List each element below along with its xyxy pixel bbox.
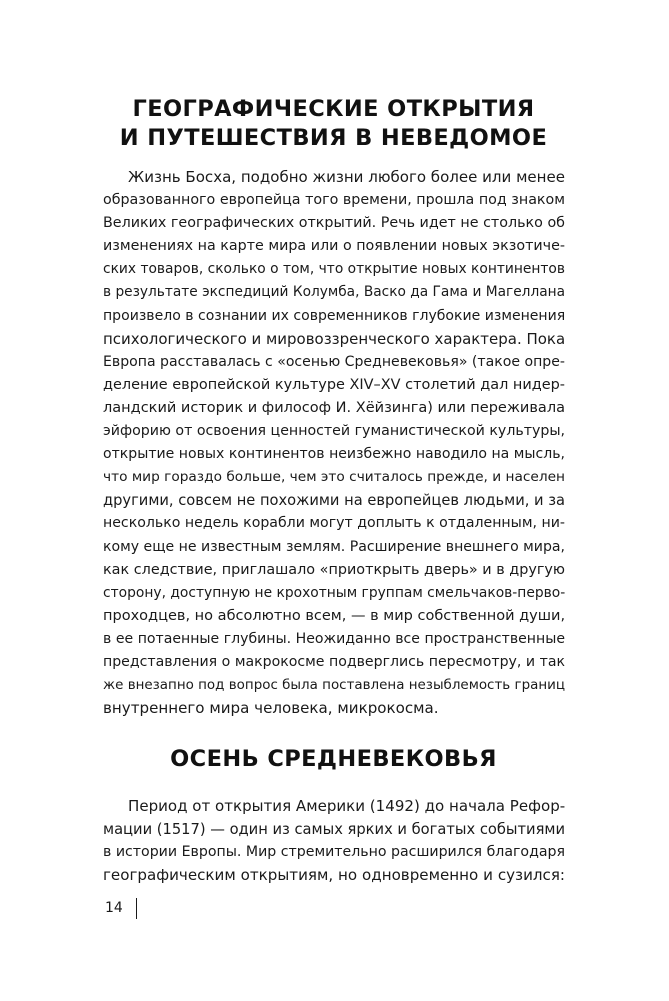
heading-line: ГЕОГРАФИЧЕСКИЕ ОТКРЫТИЯ	[132, 96, 535, 122]
text-line: в ее потаенные глубины. Неожиданно все пространственные	[103, 630, 565, 647]
section-heading-geographical-discoveries	[100, 95, 567, 153]
text-line: внутреннего мира человека, микрокосма.	[103, 699, 439, 718]
text-line: же внезапно под вопрос была поставлена незыблемость границ	[103, 678, 565, 694]
text-line: Период от открытия Америки (1492) до начала Рефор-	[128, 797, 566, 815]
text-line: психологического и мировоззренческого характера. Пока	[103, 329, 566, 348]
text-line: Европа расставалась с «осенью Средневековья» (такое опре-	[103, 353, 565, 370]
page-number: 14	[103, 898, 137, 919]
text-line: проходцев, но абсолютно всем, — в мир собственной души,	[103, 607, 566, 624]
text-line: несколько недель корабли могут доплыть к отдаленным, ни-	[103, 515, 565, 532]
paragraph-america-reformation	[103, 795, 565, 887]
text-line: открытие новых континентов неизбежно наводило на мысль,	[103, 446, 565, 463]
text-line: ских товаров, сколько о том, что открытие новых континентов	[103, 261, 565, 278]
text-line: как следствие, приглашало «приоткрыть дверь» и в другую	[103, 561, 565, 578]
heading-line: ОСЕНЬ СРЕДНЕВЕКОВЬЯ	[170, 746, 497, 772]
text-line: Великих географических открытий. Речь идет не столько об	[103, 215, 565, 232]
text-line: кому еще не известным землям. Расширение внешнего мира,	[103, 538, 565, 555]
section-heading-autumn-middle-ages	[100, 745, 567, 774]
text-line: произвело в сознании их современников глубокие изменения	[103, 307, 566, 324]
text-line: мации (1517) — один из самых ярких и богатых событиями	[103, 821, 566, 839]
text-line: что мир гораздо больше, чем это считалось прежде, и населен	[103, 469, 565, 486]
paragraph-bosch-life	[103, 166, 565, 720]
text-line: изменениях на карте мира или о появлении новых экзотиче-	[103, 238, 565, 255]
text-line: географическим открытиям, но одновременно и сузился:	[103, 866, 565, 885]
text-line: эйфорию от освоения ценностей гуманистической культуры,	[103, 423, 566, 440]
text-line: деление европейской культуре XIV–XV столетий дал нидер-	[103, 376, 565, 393]
text-line: другими, совсем не похожими на европейцев людьми, и за	[103, 492, 566, 510]
heading-line: И ПУТЕШЕСТВИЯ В НЕВЕДОМОЕ	[119, 125, 548, 151]
text-line: в результате экспедиций Колумба, Васко да Гама и Магеллана	[103, 284, 565, 301]
text-line: сторону, доступную не крохотным группам смельчаков-перво-	[103, 584, 566, 601]
text-line: ландский историк и философ И. Хёйзинга) или переживала	[103, 399, 565, 416]
text-line: Жизнь Босха, подобно жизни любого более или менее	[128, 168, 565, 186]
text-line: образованного европейца того времени, прошла под знаком	[103, 192, 565, 209]
text-line: в истории Европы. Мир стремительно расширился благодаря	[103, 844, 565, 861]
text-line: представления о макрокосме подверглись пересмотру, и так	[103, 653, 565, 670]
